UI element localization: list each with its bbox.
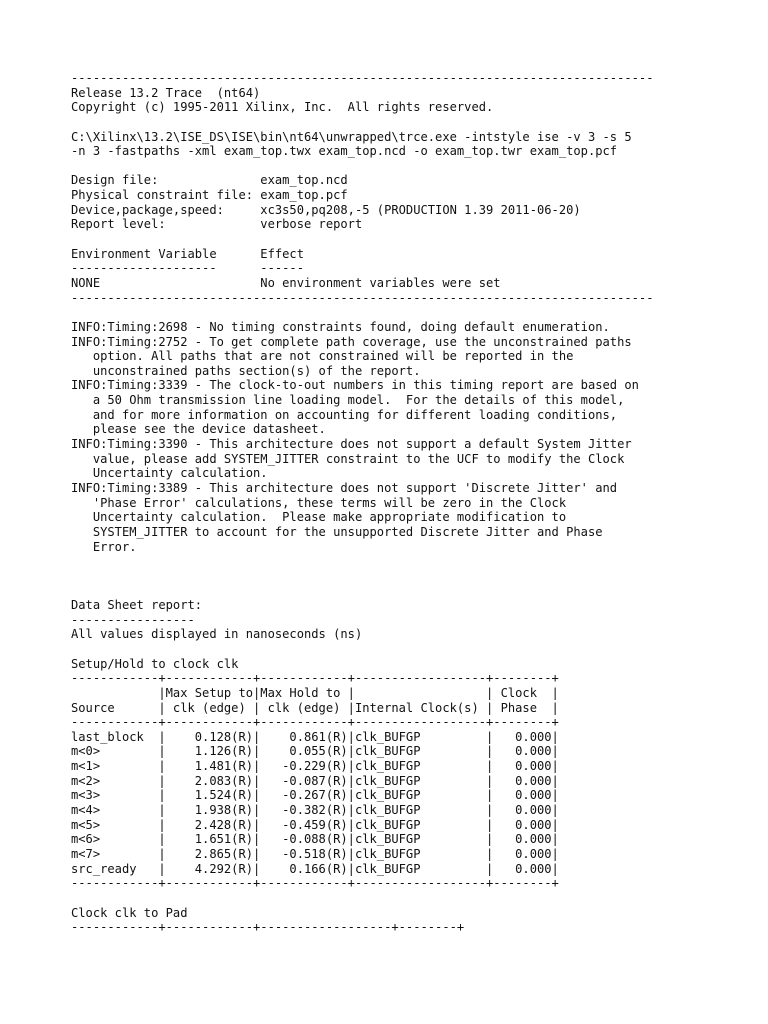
info-line: option. All paths that are not constrained will be reported in the bbox=[71, 349, 574, 364]
table-title: Clock clk to Pad bbox=[71, 905, 188, 920]
blank-line bbox=[71, 159, 653, 174]
blank-line bbox=[71, 891, 653, 906]
table-header-row: Source | clk (edge) | clk (edge) |Internal Clock(s) | Phase | bbox=[71, 700, 559, 715]
table-border: ------------+------------+------------+------------------+--------+ bbox=[71, 671, 559, 686]
info-line: INFO:Timing:2698 - No timing constraints found, doing default enumeration. bbox=[71, 319, 610, 334]
info-line: Uncertainty calculation. bbox=[71, 466, 268, 481]
env-underline: -------------------- ------ bbox=[71, 261, 304, 276]
blank-line bbox=[71, 583, 653, 598]
table-border: ------------+------------+------------------+--------+ bbox=[71, 920, 465, 935]
constraint-file-line: Physical constraint file: exam_top.pcf bbox=[71, 188, 348, 203]
table-border: ------------+------------+------------+------------------+--------+ bbox=[71, 876, 559, 891]
table-row: m<6> | 1.651(R)| -0.088(R)|clk_BUFGP | 0.000| bbox=[71, 832, 559, 847]
report-level-line: Report level: verbose report bbox=[71, 217, 363, 232]
copyright-line: Copyright (c) 1995-2011 Xilinx, Inc. All rights reserved. bbox=[71, 100, 494, 115]
units-note: All values displayed in nanoseconds (ns) bbox=[71, 627, 363, 642]
info-line: Uncertainty calculation. Please make appropriate modification to bbox=[71, 510, 567, 525]
table-header-row: |Max Setup to|Max Hold to | | Clock | bbox=[71, 685, 559, 700]
info-line: Error. bbox=[71, 539, 137, 554]
blank-line bbox=[71, 115, 653, 130]
info-line: and for more information on accounting for different loading conditions, bbox=[71, 407, 618, 422]
table-border: ------------+------------+------------+------------------+--------+ bbox=[71, 715, 559, 730]
info-line: INFO:Timing:3389 - This architecture does not support 'Discrete Jitter' and bbox=[71, 480, 618, 495]
table-row: m<3> | 1.524(R)| -0.267(R)|clk_BUFGP | 0.000| bbox=[71, 788, 559, 803]
section-heading: Data Sheet report: bbox=[71, 598, 203, 613]
info-line: INFO:Timing:3339 - The clock-to-out numbers in this timing report are based on bbox=[71, 378, 639, 393]
table-row: m<7> | 2.865(R)| -0.518(R)|clk_BUFGP | 0.000| bbox=[71, 846, 559, 861]
info-line: please see the device datasheet. bbox=[71, 422, 326, 437]
info-line: value, please add SYSTEM_JITTER constraint to the UCF to modify the Clock bbox=[71, 451, 625, 466]
info-line: unconstrained paths section(s) of the report. bbox=[71, 363, 421, 378]
info-line: 'Phase Error' calculations, these terms will be zero in the Clock bbox=[71, 495, 567, 510]
blank-line bbox=[71, 305, 653, 320]
separator-line: -------------------------------------------------------------------------------- bbox=[71, 290, 654, 305]
env-header-line: Environment Variable Effect bbox=[71, 246, 304, 261]
table-row: last_block | 0.128(R)| 0.861(R)|clk_BUFGP | 0.000| bbox=[71, 729, 559, 744]
table-row: m<4> | 1.938(R)| -0.382(R)|clk_BUFGP | 0.000| bbox=[71, 803, 559, 818]
info-line: INFO:Timing:2752 - To get complete path coverage, use the unconstrained paths bbox=[71, 334, 632, 349]
env-value-line: NONE No environment variables were set bbox=[71, 275, 501, 290]
info-line: INFO:Timing:3390 - This architecture does not support a default System Jitter bbox=[71, 437, 632, 452]
info-line: a 50 Ohm transmission line loading model. For the details of this model, bbox=[71, 393, 625, 408]
table-row: m<5> | 2.428(R)| -0.459(R)|clk_BUFGP | 0.000| bbox=[71, 817, 559, 832]
table-title: Setup/Hold to clock clk bbox=[71, 656, 239, 671]
command-line: C:\Xilinx\13.2\ISE_DS\ISE\bin\nt64\unwrapped\trce.exe -intstyle ise -v 3 -s 5 bbox=[71, 129, 632, 144]
command-line-continued: -n 3 -fastpaths -xml exam_top.twx exam_top.ncd -o exam_top.twr exam_top.pcf bbox=[71, 144, 618, 159]
table-row: m<0> | 1.126(R)| 0.055(R)|clk_BUFGP | 0.000| bbox=[71, 744, 559, 759]
timing-report-document bbox=[71, 71, 653, 935]
design-file-line: Design file: exam_top.ncd bbox=[71, 173, 348, 188]
blank-line bbox=[71, 554, 653, 569]
blank-line bbox=[71, 232, 653, 247]
table-row: m<1> | 1.481(R)| -0.229(R)|clk_BUFGP | 0.000| bbox=[71, 759, 559, 774]
device-line: Device,package,speed: xc3s50,pq208,-5 (PRODUCTION 1.39 2011-06-20) bbox=[71, 202, 581, 217]
table-row: m<2> | 2.083(R)| -0.087(R)|clk_BUFGP | 0.000| bbox=[71, 773, 559, 788]
info-line: SYSTEM_JITTER to account for the unsupported Discrete Jitter and Phase bbox=[71, 524, 603, 539]
section-underline: ----------------- bbox=[71, 612, 195, 627]
table-row: src_ready | 4.292(R)| 0.166(R)|clk_BUFGP | 0.000| bbox=[71, 861, 559, 876]
release-line: Release 13.2 Trace (nt64) bbox=[71, 85, 261, 100]
separator-line: -------------------------------------------------------------------------------- bbox=[71, 71, 654, 85]
blank-line bbox=[71, 569, 653, 584]
blank-line bbox=[71, 642, 653, 657]
